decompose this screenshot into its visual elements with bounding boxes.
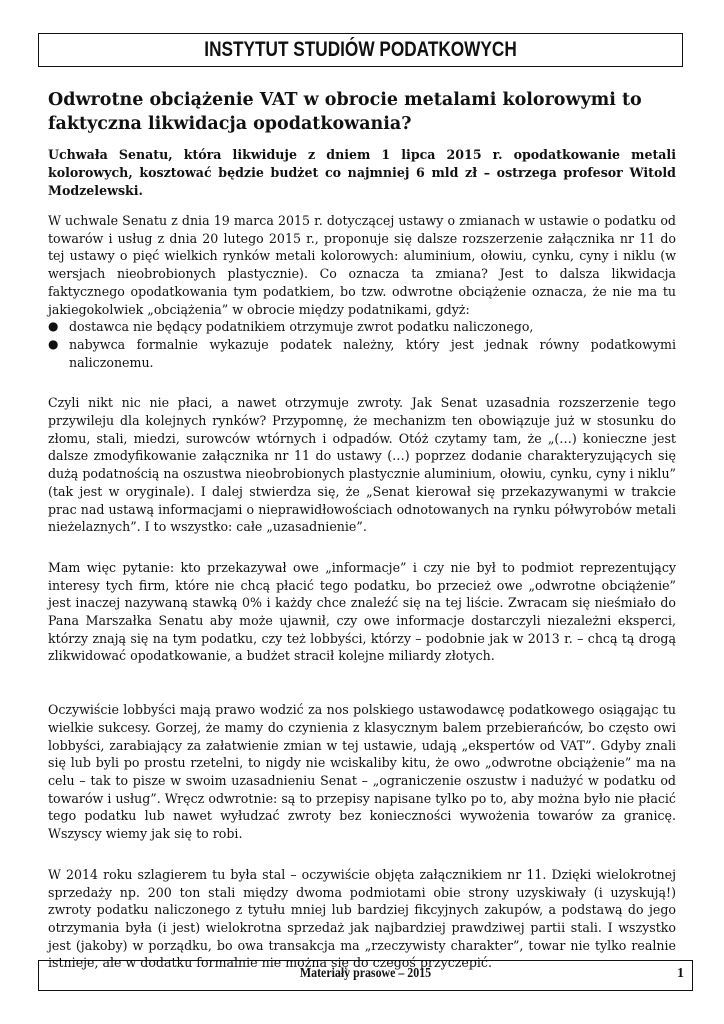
bullet-list xyxy=(48,318,676,371)
footer-title: Materiały prasowe – 2015 xyxy=(299,966,432,981)
bullet-icon: ● xyxy=(48,336,59,351)
paragraph-1: W uchwale Senatu z dnia 19 marca 2015 r. dotyczącej ustawy o zmianach w ustawie o podatku od towarów i usług z dnia 20 lutego 2015 r., proponuje się dalsze rozszerzenie załącznika nr 11 do tej ustawy o pięć wielkich rynków metali kolorowych: aluminium, ołowiu, cynku, cyny i niklu (w wersjach nieobrobionych plastycznie). Co oznacza ta zmiana? Jest to dalsza likwidacja faktycznego opodatkowania tym podatkiem, bo tzw. odwrotne obciążenie oznacza, że nie ma tu jakiegokolwiek „obciążenia” w obrocie między podatnikami, gdyż: xyxy=(48,213,676,317)
paragraph-2: Czyli nikt nic nie płaci, a nawet otrzymuje zwroty. Jak Senat uzasadnia rozszerzenie tego przywileju dla kolejnych rynków? Przypomnę, że mechanizm ten obowiązuje już w stosunku do złomu, stali, miedzi, surowców wtórnych i odpadów. Otóż czytamy tam, że „(…) konieczne jest dalsze zmodyfikowanie załącznika nr 11 do ustawy (…) poprzez dodanie charakteryzujących się dużą podatnością na oszustwa nieobrobionych plastycznie aluminium, ołowiu, cynku, cyny i niklu” (tak jest w oryginale). I dalej stwierdza się, że „Senat kierował się przekazywanymi w trakcie prac nad ustawą informacjami o nieprawidłowościach odnotowanych na rynku półwyrobów metali nieżelaznych”. I to wszystko: całe „uzasadnienie”. xyxy=(48,395,676,535)
list-item xyxy=(48,318,676,336)
paragraph-4: Oczywiście lobbyści mają prawo wodzić za nos polskiego ustawodawcę podatkowego osiągając tu wielkie sukcesy. Gorzej, że mamy do czynienia z klasycznym balem przebierańców, bo często owi lobbyści, zarabiający za załatwienie zmian w tej ustawie, udają „ekspertów od VAT”. Gdyby znali się lub byli po prostu rzetelni, to nigdy nie wciskaliby kitu, że owo „odwrotne obciążenie” ma na celu – tak to pisze w swoim uzasadnieniu Senat – „ograniczenie oszustw i nadużyć w podatku od towarów i usług”. Wręcz odwrotnie: są to przepisy napisane tylko po to, aby można było nie płacić tego podatku lub nawet wyłudzać zwroty bez konieczności wywożenia towarów za granicę. Wszyscy wiemy jak się to robi. xyxy=(48,702,676,842)
article-lead: Uchwała Senatu, która likwiduje z dniem 1 lipca 2015 r. opodatkowanie metali kolorowych, kosztować będzie budżet co najmniej 6 mld zł – ostrzega profesor Witold Modzelewski. xyxy=(48,147,676,198)
bullet-icon: ● xyxy=(48,319,59,334)
footer-banner xyxy=(38,960,693,991)
header-banner xyxy=(38,33,683,67)
bullet-text: dostawca nie będący podatnikiem otrzymuje zwrot podatku naliczonego, xyxy=(69,319,534,335)
bullet-text: nabywca formalnie wykazuje podatek należny, który jest jednak równy podatkowymi naliczonemu. xyxy=(69,336,676,370)
article-title: Odwrotne obciążenie VAT w obrocie metalami kolorowymi to faktyczna likwidacja opodatkowania? xyxy=(48,90,642,134)
paragraph-3: Mam więc pytanie: kto przekazywał owe „informacje” i czy nie był to podmiot reprezentujący interesy tych firm, które nie chcą płacić tego podatku, bo przecież owe „odwrotne obciążenie” jest inaczej nazywaną stawką 0% i każdy chce znaleźć się na tej liście. Zwracam się nieśmiało do Pana Marszałka Senatu aby może ujawnił, czy owe informacje dostarczyli niezależni eksperci, którzy znają się na tym podatku, czy też lobbyści, którzy – podobnie jak w 2013 r. – chcą tą drogą zlikwidować opodatkowanie, a budżet stracił kolejne miliardy złotych. xyxy=(48,559,676,664)
page-number: 1 xyxy=(677,966,684,981)
paragraph-5: W 2014 roku szlagierem tu była stal – oczywiście objęta załącznikiem nr 11. Dzięki wielokrotnej sprzedaży np. 200 ton stali między dwoma podmiotami obie strony uzyskiwały (i uzyskują!) zwroty podatku naliczonego z tytułu mniej lub bardziej fikcyjnych zakupów, a podstawą do jego otrzymania była (i jest) wielokrotna sprzedaż jak najbardziej prawdziwej partii stali. I wszystko jest (jakoby) w porządku, bo owa transakcja ma „rzeczywisty charakter”, towar nie tylko realnie istnieje, ale w dodatku formalnie nie można się do czegoś przyczepić. xyxy=(48,866,676,971)
list-item xyxy=(48,336,676,371)
institute-title: INSTYTUT STUDIÓW PODATKOWYCH xyxy=(204,38,517,61)
article xyxy=(48,88,676,972)
